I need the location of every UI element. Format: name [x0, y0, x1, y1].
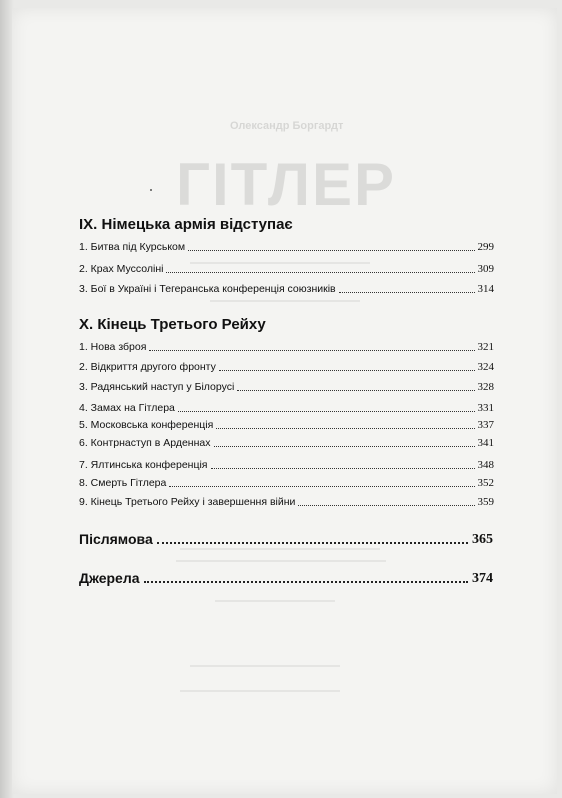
toc-entry[interactable]	[79, 459, 494, 472]
toc-entry-page: 331	[477, 402, 494, 414]
toc-entry-title: 4. Замах на Гітлера	[79, 402, 175, 414]
toc-entry-title: 7. Ялтинська конференція	[79, 459, 208, 471]
toc-entry-title: 3. Бої в Україні і Тегеранська конференція союзників	[79, 283, 336, 295]
toc-major-title: Післямова	[79, 531, 153, 547]
toc-entry-title: 1. Нова зброя	[79, 341, 147, 353]
toc-entry-page: 328	[477, 381, 494, 393]
toc-entry[interactable]	[79, 361, 494, 374]
toc-entry[interactable]	[79, 437, 494, 450]
dot-leader	[298, 505, 474, 506]
dot-leader	[219, 370, 475, 371]
toc-entry[interactable]	[79, 283, 494, 296]
toc-entry[interactable]	[79, 263, 494, 276]
toc-entry-title: 2. Крах Муссоліні	[79, 263, 164, 275]
toc-entry-page: 324	[477, 361, 494, 373]
dot-leader	[339, 292, 475, 293]
dot-leader	[211, 468, 475, 469]
toc-entry-title: 3. Радянський наступ у Білорусі	[79, 381, 235, 393]
toc-entry[interactable]	[79, 419, 494, 432]
toc-entry-title: 6. Контрнаступ в Арденнах	[79, 437, 211, 449]
toc-entry-page: 321	[477, 341, 494, 353]
bleed-through-author: Олександр Боргардт	[230, 120, 344, 132]
dot-leader	[144, 581, 468, 583]
toc-entry[interactable]	[79, 402, 494, 415]
toc-entry-page: 352	[477, 477, 494, 489]
dot-leader	[178, 411, 475, 412]
section-heading-x: X. Кінець Третього Рейху	[79, 316, 266, 333]
toc-entry-title: 8. Смерть Гітлера	[79, 477, 167, 489]
dot-leader	[216, 428, 474, 429]
dot-leader	[166, 272, 474, 273]
toc-entry-page: 341	[477, 437, 494, 449]
dot-leader	[237, 390, 474, 391]
toc-entry-title: 5. Московська конференція	[79, 419, 214, 431]
dot-leader	[149, 350, 474, 351]
dot-leader	[169, 486, 474, 487]
bleed-through-title: ГІТЛЕР	[176, 151, 396, 218]
toc-entry-title: 9. Кінець Третього Рейху і завершення війни	[79, 496, 296, 508]
toc-entry[interactable]	[79, 241, 494, 254]
dot-leader	[214, 446, 475, 447]
toc-major-entry[interactable]	[79, 570, 493, 587]
toc-entry[interactable]	[79, 381, 494, 394]
toc-entry-page: 299	[477, 241, 494, 253]
toc-major-entry[interactable]	[79, 531, 493, 548]
toc-entry[interactable]	[79, 477, 494, 490]
section-heading-ix: IX. Німецька армія відступає	[79, 216, 293, 233]
toc-entry-page: 314	[477, 283, 494, 295]
toc-entry-title: 1. Битва під Курськом	[79, 241, 186, 253]
toc-entry[interactable]	[79, 496, 494, 509]
toc-entry-title: 2. Відкриття другого фронту	[79, 361, 216, 373]
toc-major-page: 365	[472, 532, 493, 547]
toc-entry-page: 309	[477, 263, 494, 275]
dot-leader	[188, 250, 474, 251]
toc-entry-page: 359	[477, 496, 494, 508]
toc-major-page: 374	[472, 571, 493, 586]
dot-leader	[157, 542, 468, 544]
toc-major-title: Джерела	[79, 570, 140, 586]
toc-entry-page: 348	[477, 459, 494, 471]
toc-entry-page: 337	[477, 419, 494, 431]
toc-entry[interactable]	[79, 341, 494, 354]
